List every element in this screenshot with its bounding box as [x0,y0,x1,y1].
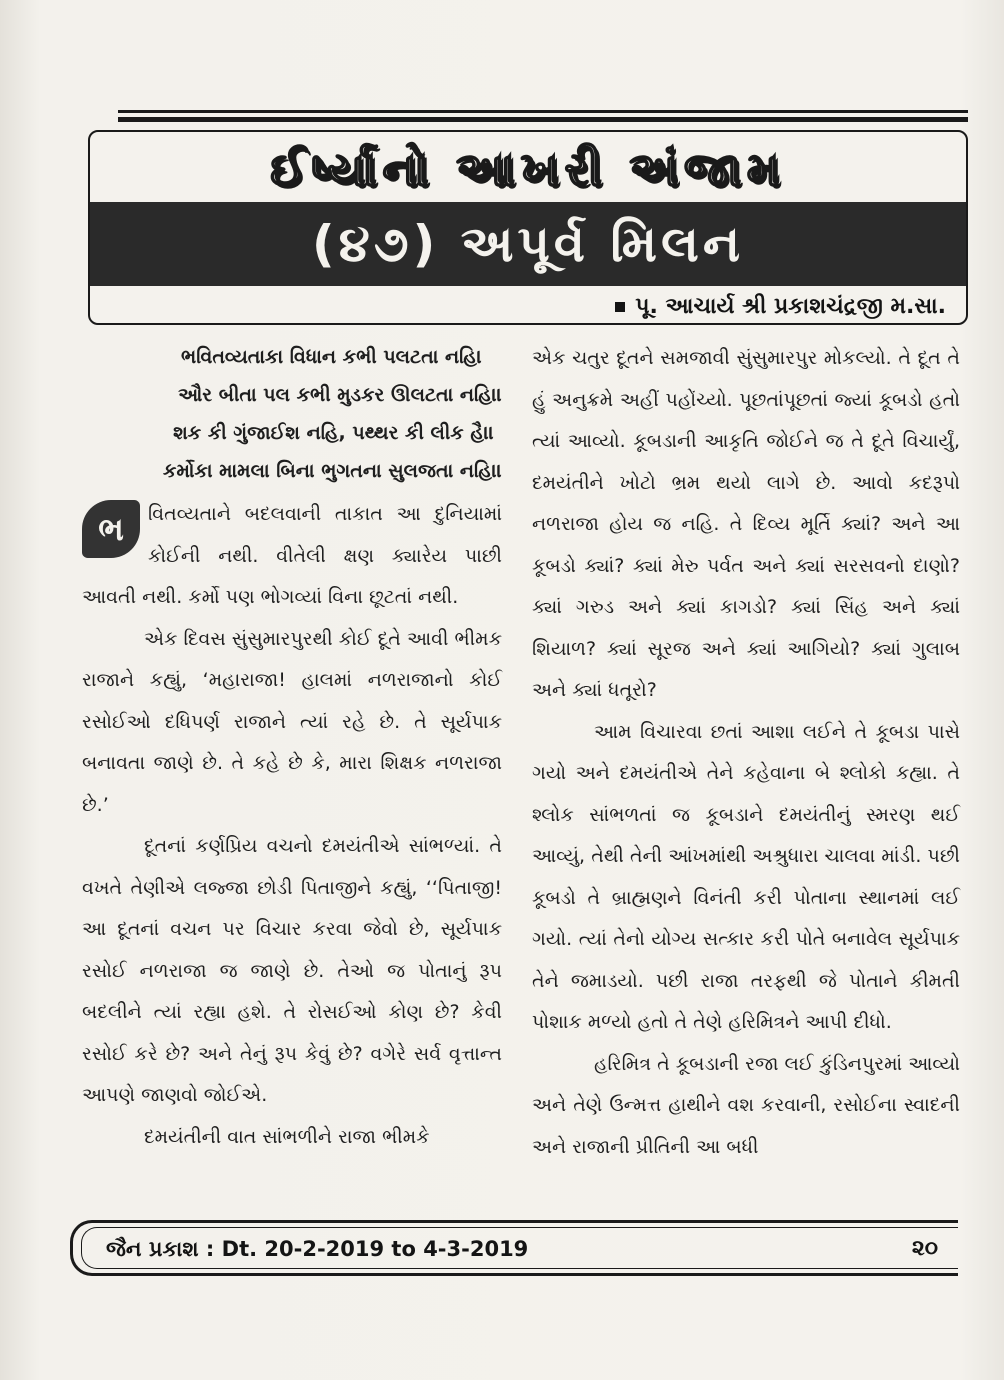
page-number: ૨૦ [911,1236,938,1261]
top-double-rule [118,110,968,122]
dropcap-letter: ભ [82,500,140,558]
body-paragraph: એક દિવસ સુંસુમારપુરથી કોઈ દૂતે આવી ભીમક રાજાને કહ્યું, ‘મહારાજા! હાલમાં નળરાજાનો કોઈ રસોઈઓ દધિપર્ણ રાજાને ત્યાં રહે છે. તે સૂર્યપાક બનાવતા જાણે છે. તે કહે છે કે, મારા શિક્ષક નળરાજા છે.’ [82,627,502,816]
body-paragraph: એક ચતુર દૂતને સમજાવી સુંસુમારપુર મોકલ્યો. તે દૂત તે હું અનુક્રમે અહીં પહોંચ્યો. પૂછતાંપૂછતાં જ્યાં કૂબડો હતો ત્યાં આવ્યો. કૂબડાની આકૃતિ જોઈને જ તે દૂતે વિચાર્યું, દમયંતીને ખોટો ભ્રમ થયો લાગે છે. આવો કદરૂપો નળરાજા હોય જ નહિ. તે દિવ્ય મૂર્તિ ક્યાં? અને આ કૂબડો ક્યાં? ક્યાં મેરુ પર્વત અને ક્યાં સરસવનો દાણો? ક્યાં ગરુડ અને ક્યાં કાગડો? ક્યાં સિંહ અને ક્યાં શિયાળ? ક્યાં સૂરજ અને ક્યાં આગિયો? ક્યાં ગુલાબ અને ક્યાં ધતૂરો? [532,347,960,701]
right-column [532,338,960,1168]
chapter-title-band [90,202,966,286]
article-header [88,130,968,325]
body-paragraph: દૂતનાં કર્ણપ્રિય વચનો દમયંતીએ સાંભળ્યાં. તે વખતે તેણીએ લજ્જા છોડી પિતાજીને કહ્યું, ‘‘પિતાજી! આ દૂતનાં વચન પર વિચાર કરવા જેવો છે, સૂર્યપાક રસોઈ નળરાજા જ જાણે છે. તેઓ જ પોતાનું રૂપ બદલીને ત્યાં રહ્યા હશે. તે રોસઈઓ કોણ છે? કેવી રસોઈ કરે છે? અને તેનું રૂપ કેવું છે? વગેરે સર્વ વૃત્તાન્ત આપણે જાણવો જોઈએ. [82,835,502,1106]
author-name: પૂ. આચાર્ય શ્રી પ્રકાશચંદ્રજી મ.સા. [635,294,946,319]
series-title: ઈર્ષ્યાનો આખરી અંજામ [270,142,786,196]
verse-line: શક કી ગુંજાઈશ નહિ, પથ્થર કી લીક હૈ।। [173,422,494,444]
square-bullet-icon [615,302,625,312]
chapter-title: (૪૭) અપૂર્વ મિલન [311,215,745,273]
opening-verse [82,338,502,490]
body-paragraph: હરિમિત્ર તે કૂબડાની રજા લઈ કુંડિનપુરમાં આવ્યો અને તેણે ઉન્મત્ત હાથીને વશ કરવાની, રસોઈના સ્વાદની અને રાજાની પ્રીતિની આ બધી [532,1052,960,1158]
body-paragraph: આમ વિચારવા છતાં આશા લઈને તે કૂબડા પાસે ગયો અને દમયંતીએ તેને કહેવાના બે શ્લોકો કહ્યા. તે શ્લોક સાંભળતાં જ કૂબડાને દમયંતીનું સ્મરણ થઈ આવ્યું, તેથી તેની આંખમાંથી અશ્રુધારા ચાલવા માંડી. પછી કૂબડો તે બ્રાહ્મણને વિનંતી કરી પોતાના સ્થાનમાં લઈ ગયો. ત્યાં તેનો યોગ્ય સત્કાર કરી પોતે બનાવેલ સૂર્યપાક તેને જમાડયો. પછી રાજા તરફથી જે પોતાને કીમતી પોશાક મળ્યો હતો તે તેણે હરિમિત્રને આપી દીધો. [532,720,960,1033]
verse-line: ઔર બીતા પલ કભી મુડકર ઊલટતા નહિ।। [178,384,502,406]
footer-inner-rule [81,1227,958,1269]
intro-paragraph: વિતવ્યતાને બદલવાની તાકાત આ દુનિયામાં કોઈની નથી. વીતેલી ક્ષણ ક્યારેય પાછી આવતી નથી. કર્મો પણ ભોગવ્યાં વિના છૂટતાં નથી. [82,503,502,608]
body-paragraph: દમયંતીની વાત સાંભળીને રાજા ભીમકે [144,1125,430,1148]
author-line [615,292,946,322]
footer-publication: જૈન પ્રકાશ : Dt. 20-2-2019 to 4-3-2019 [106,1237,529,1261]
page-footer [70,1220,958,1276]
left-column [82,338,502,1158]
intro-paragraph-block [82,494,502,619]
verse-line: ભવિતવ્યતાકા વિધાન કભી પલટતા નહિ। [181,346,482,368]
verse-line: કર્મોકા મામલા બિના ભુગતના સુલજતા નહિ।। [163,460,502,482]
